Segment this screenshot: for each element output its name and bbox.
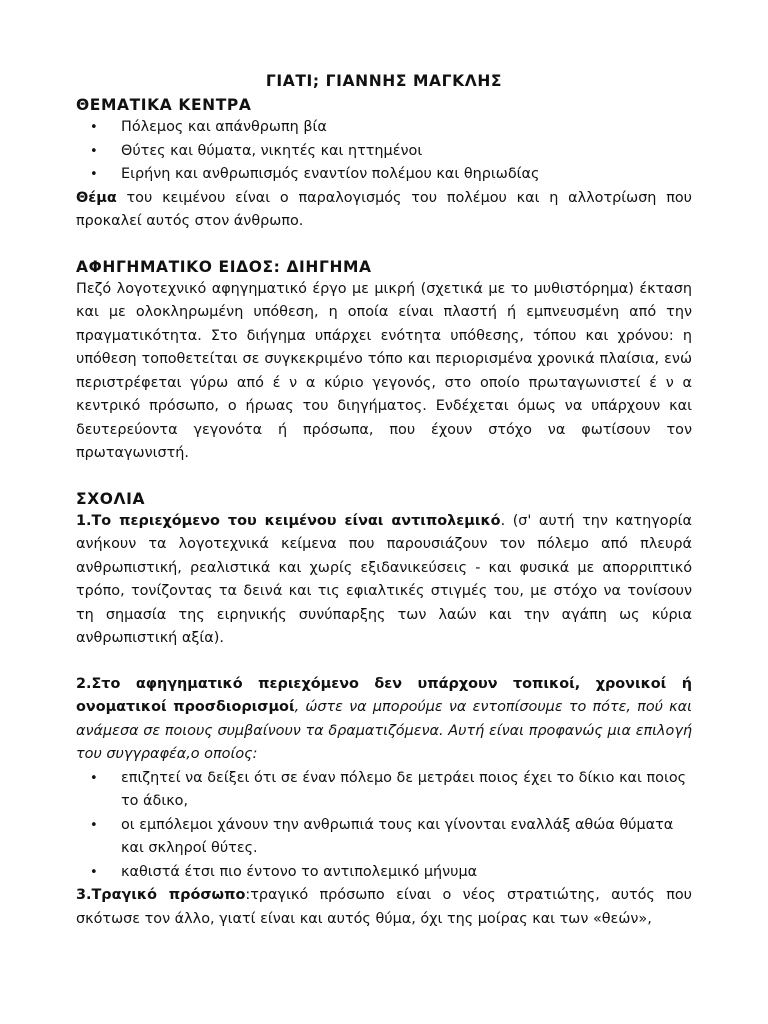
list-item: • οι εμπόλεμοι χάνουν την ανθρωπιά τους και γίνονται εναλλάξ αθώα θύματα και σκληροί θύτες.: [76, 814, 692, 861]
theme-text: του κειμένου είναι ο παραλογισμός του πολέμου και η αλλοτρίωση που προκαλεί αυτός στον άνθρωπο.: [76, 189, 692, 229]
genre-paragraph: Πεζό λογοτεχνικό αφηγηματικό έργο με μικρή (σχετικά με το μυθιστόρημα) έκταση και με ολοκληρωμένη υπόθεση, η οποία είναι πλαστή ή εμπνευσμένη από την πραγματικότητα. Στο διήγημα υπάρχει ενότητα υπόθεσης, τόπου και χρόνου: η υπόθεση τοποθετείται σε συγκεκριμένο τόπο και περιορισμένα χρονικά πλαίσια, ενώ περιστρέφεται γύρω από έ ν α κύριο γεγονός, στο οποίο πρωταγωνιστεί έ ν α κεντρικό πρόσωπο, ο ήρωας του διηγήματος. Ενδέχεται όμως να υπάρχουν και δευτερεύοντα γεγονότα ή πρόσωπα, που έχουν στόχο να φωτίσουν τον πρωταγωνιστή.: [76, 280, 692, 461]
bullet-icon: •: [90, 120, 98, 135]
theme-label: Θέμα: [76, 189, 117, 206]
comment-3-text: :τραγικό πρόσωπο είναι ο νέος στρατιώτης, αυτός που σκότωσε τον άλλο, γιατί είναι και αυτός θύμα, όχι της μοίρας και των «θεών»,: [76, 887, 692, 927]
comment-3: [76, 884, 692, 931]
bullet-icon: •: [90, 817, 98, 833]
comment-2-label: 2.Στο αφηγηματικό περιεχόμενο δεν υπάρχουν τοπικοί, χρονικοί ή ονοματικοί προσδιορισμοί: [76, 675, 692, 715]
thematic-heading: ΘΕΜΑΤΙΚΑ ΚΕΝΤΡΑ: [76, 96, 252, 114]
thematic-list: [76, 116, 692, 187]
list-item: • επιζητεί να δείξει ότι σε έναν πόλεμο δε μετράει ποιος έχει το δίκιο και ποιος το άδικο,: [76, 767, 692, 814]
list-item: • Πόλεμος και απάνθρωπη βία: [76, 116, 692, 140]
list-item: • Ειρήνη και ανθρωπισμός εναντίον πολέμου και θηριωδίας: [76, 163, 692, 187]
comment-1-text: . (σ' αυτή την κατηγορία ανήκουν τα λογοτεχνικά κείμενα που παρουσιάζουν τον πόλεμο από πλευρά ανθρωπιστική, ρεαλιστικά και χωρίς εξιδανικεύσεις - και φυσικά με απορριπτικό τρόπο, τονίζοντας τα δεινά και τις εφιαλτικές στιγμές του, με στόχο να τονίσουν τη σημασία της ειρηνικής συνύπαρξης των λαών και την αγάπη ως κύρια ανθρωπιστική αξία).: [76, 512, 692, 646]
bullet-icon: •: [90, 770, 98, 786]
comment-3-label: 3.Τραγικό πρόσωπο: [76, 887, 246, 903]
comment-1-label: 1.Το περιεχόμενο του κειμένου είναι αντιπολεμικό: [76, 512, 501, 529]
bullet-icon: •: [90, 864, 98, 880]
comment-2-list: [76, 767, 692, 885]
comments-heading: ΣΧΟΛΙΑ: [76, 489, 146, 508]
document-title: ΓΙΑΤΙ; ΓΙΑΝΝΗΣ ΜΑΓΚΛΗΣ: [265, 72, 503, 90]
comment-2-text: , ώστε να μπορούμε να εντοπίσουμε το πότε, πού και ανάμεσα σε ποιους συμβαίνουν τα δραματιζόμενα. Αυτή είναι προφανώς μια επιλογή του συγγραφέα,ο οποίος:: [76, 699, 692, 762]
bullet-icon: •: [90, 143, 98, 159]
genre-heading: ΑΦΗΓΗΜΑΤΙΚΟ ΕΙΔΟΣ: ΔΙΗΓΗΜΑ: [76, 257, 372, 276]
theme-paragraph: [76, 187, 692, 234]
bullet-icon: •: [90, 167, 98, 182]
list-item: • καθιστά έτσι πιο έντονο το αντιπολεμικό μήνυμα: [76, 861, 692, 885]
list-item: • Θύτες και θύματα, νικητές και ηττημένοι: [76, 140, 692, 164]
comment-1: [76, 510, 692, 651]
comment-2: [76, 673, 692, 767]
